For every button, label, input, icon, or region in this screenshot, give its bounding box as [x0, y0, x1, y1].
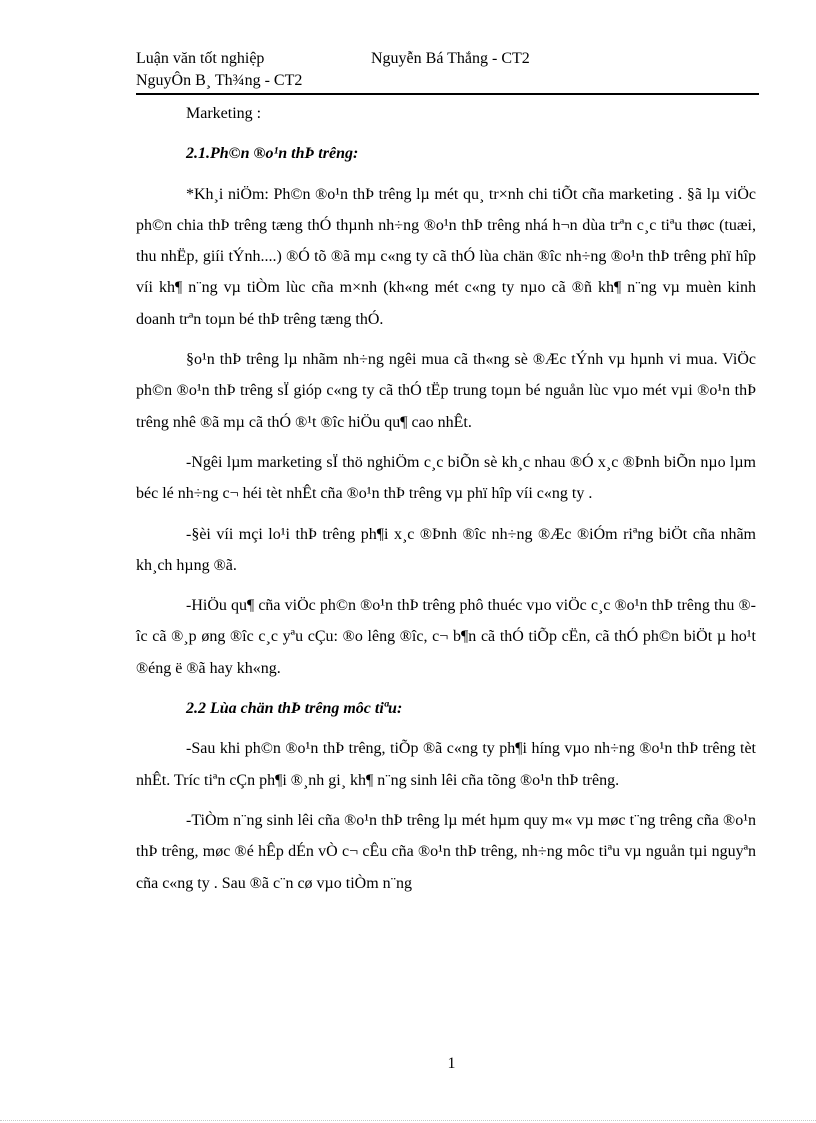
header-thesis-label: Luận văn tốt nghiệp	[136, 50, 265, 67]
header-author-legacy-encoding: NguyÔn B¸ Th¾ng - CT2	[136, 72, 303, 89]
section-heading-2-1: 2.1.Ph©n ®o¹n thÞ trêng:	[186, 145, 359, 163]
body-text	[136, 98, 756, 899]
page-number: 1	[447, 1055, 456, 1072]
paragraph-profit-potential: -TiÒm n¨ng sinh lêi cña ®o¹n thÞ trêng lµ mét hµm quy m« vµ møc t¨ng trêng cña ®o¹n thÞ trêng, møc ®é hÊp dÉn vÒ c¬ cÊu cña ®o¹n thÞ trêng, nh÷ng môc tiªu vµ nguån tµi nguyªn cña c«ng ty . Sau ®ã c¨n cø vµo tiÒm n¨ng	[136, 811, 756, 892]
paragraph-segment: §o¹n thÞ trêng lµ nhãm nh÷ng ngêi mua cã th«ng sè ®Æc tÝnh vµ hµnh vi mua. ViÖc ph©n ®o¹n thÞ trêng sÏ gióp c«ng ty cã thÓ tËp trung toµn bé nguån lùc vµo mét vµi ®o¹n thÞ trêng nhê ®ã mµ cã thÓ ®¹t ®îc hiÖu qu¶ cao nhÊt.	[136, 351, 756, 431]
section-heading-2-2: 2.2 Lùa chän thÞ trêng môc tiªu:	[186, 700, 403, 718]
header-rule	[136, 93, 759, 95]
paragraph-marketing-fragment: Marketing :	[186, 105, 262, 122]
paragraph-definition: *Kh¸i niÖm: Ph©n ®o¹n thÞ trêng lµ mét qu¸ tr×nh chi tiÕt cña marketing . §ã lµ viÖc ph©n chia thÞ trêng tæng thÓ thµnh nh÷ng ®o¹n thÞ trêng nhá h¬n dùa trªn c¸c tiªu thøc (tuæi, thu nhËp, giíi tÝnh....) ®Ó tõ ®ã mµ c«ng ty cã thÓ lùa chän ®îc nh÷ng ®o¹n thÞ trêng phï hîp víi kh¶ n¨ng vµ tiÒm lùc cña m×nh (kh«ng mét c«ng ty nµo cã ®ñ kh¶ n¨ng vµ muèn kinh doanh trªn toµn bé thÞ trêng tæng thÓ.	[136, 185, 756, 328]
paragraph-marketer: -Ngêi lµm marketing sÏ thö nghiÖm c¸c biÕn sè kh¸c nhau ®Ó x¸c ®Þnh biÕn nµo lµm béc lé nh÷ng c¬ héi tèt nhÊt cña ®o¹n thÞ trêng vµ phï hîp víi c«ng ty .	[136, 453, 756, 503]
paragraph-each-market: -§èi víi mçi lo¹i thÞ trêng ph¶i x¸c ®Þnh ®îc nh÷ng ®Æc ®iÓm riªng biÖt cña nhãm kh¸ch hµng ®ã.	[136, 525, 756, 574]
paragraph-after-segmentation: -Sau khi ph©n ®o¹n thÞ trêng, tiÕp ®ã c«ng ty ph¶i híng vµo nh÷ng ®o¹n thÞ trêng tèt nhÊt. Tríc tiªn cÇn ph¶i ®¸nh gi¸ kh¶ n¨ng sinh lêi cña tõng ®o¹n thÞ trêng.	[136, 740, 756, 789]
paragraph-effectiveness: -HiÖu qu¶ cña viÖc ph©n ®o¹n thÞ trêng phô thuéc vµo viÖc c¸c ®o¹n thÞ trêng thu ®îc cã ®¸p øng ®îc c¸c yªu cÇu: ®o lêng ®îc, c¬ b¶n cã thÓ tiÕp cËn, cã thÓ ph©n biÖt µ ho¹t ®éng ë ®ã hay kh«ng.	[136, 597, 756, 677]
page-bottom-divider	[0, 1120, 816, 1121]
header-author: Nguyễn Bá Thắng - CT2	[371, 50, 530, 67]
